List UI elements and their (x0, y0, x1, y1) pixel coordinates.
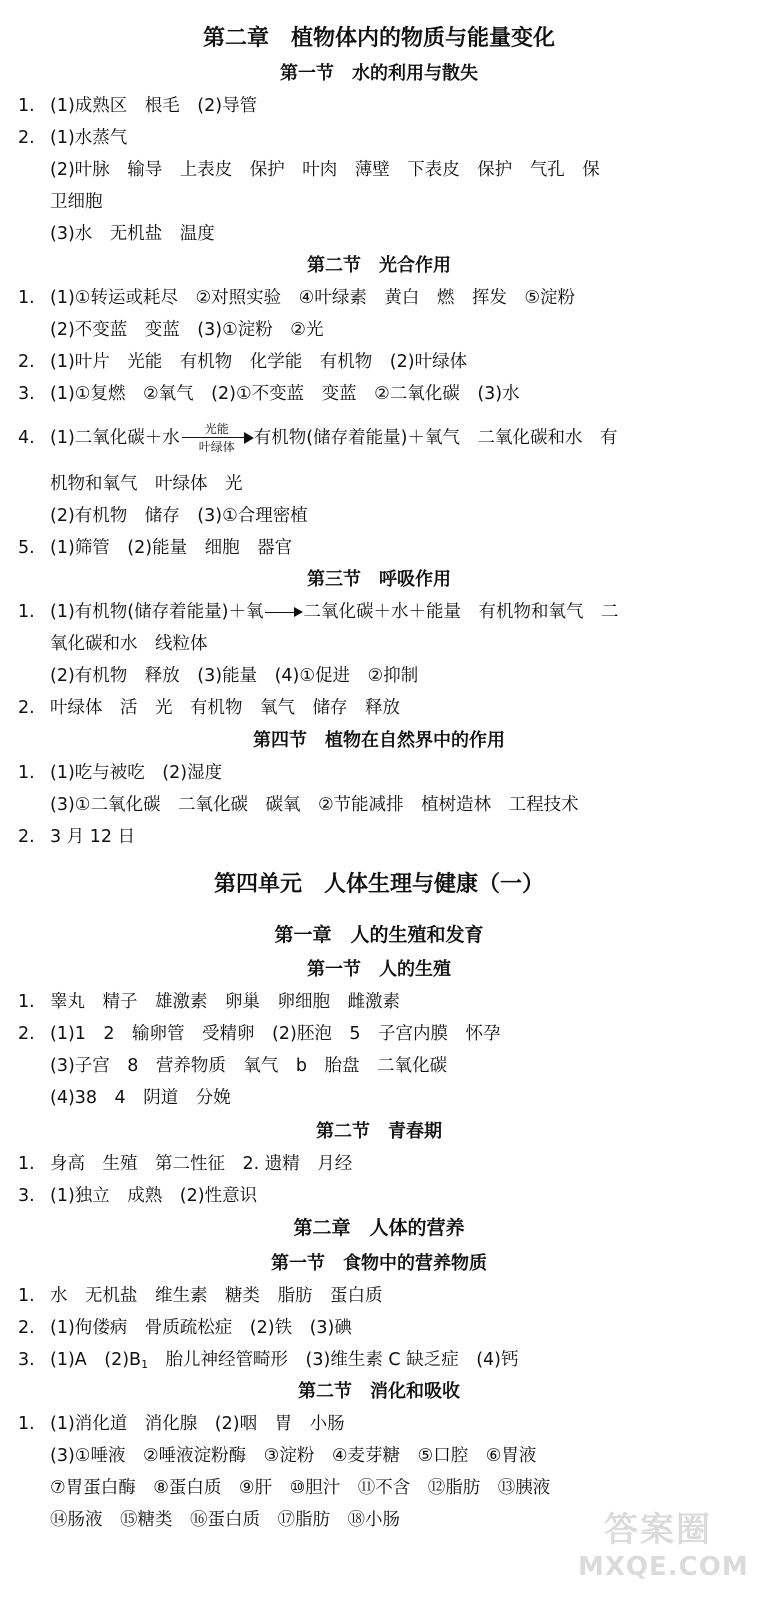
answer-line (18, 94, 257, 118)
answer-line (18, 825, 135, 849)
answer-line (18, 126, 127, 150)
watermark-text: 答案圈 (604, 1510, 712, 1550)
answer-line: 机物和氧气 叶绿体 光 (50, 474, 243, 494)
watermark-url: MXQE.COM (578, 1552, 749, 1582)
item-number: 1. (18, 763, 35, 783)
chapter-title: 第二章 人体的营养 (293, 1217, 465, 1239)
equation-right: 有机物(储存着能量)＋氧气 二氧化碳和水 有 (253, 428, 618, 448)
section-title: 第一节 水的利用与散失 (280, 63, 478, 84)
answer-text: (1)独立 成熟 (2)性意识 (50, 1186, 258, 1206)
answer-text: (1)佝偻病 骨质疏松症 (2)铁 (3)碘 (50, 1318, 352, 1338)
answer-text: (1)①复燃 ②氧气 (2)①不变蓝 变蓝 ②二氧化碳 (3)水 (50, 384, 520, 404)
section-title: 第三节 呼吸作用 (307, 569, 451, 590)
answer-line: (4)38 4 阴道 分娩 (50, 1088, 231, 1108)
section-title: 第一节 人的生殖 (307, 959, 451, 980)
item-number: 1. (18, 1154, 35, 1174)
item-number: 2. (18, 1318, 35, 1338)
answer-line (18, 1348, 518, 1377)
answer-text: 睾丸 精子 雄激素 卵巢 卵细胞 雌激素 (50, 992, 400, 1012)
answer-line: ⑦胃蛋白酶 ⑧蛋白质 ⑨肝 ⑩胆汁 ⑪不含 ⑫脂肪 ⑬胰液 (50, 1478, 551, 1498)
answer-line (18, 350, 467, 374)
answer-text: (1)1 2 输卵管 受精卵 (2)胚泡 5 子宫内膜 怀孕 (50, 1024, 501, 1044)
answer-line: (2)不变蓝 变蓝 (3)①淀粉 ②光 (50, 320, 324, 340)
equation-right: 二氧化碳＋水＋能量 有机物和氧气 二 (303, 602, 619, 622)
item-number: 3. (18, 384, 35, 404)
answer-text: 身高 生殖 第二性征 2. 遗精 月经 (50, 1154, 353, 1174)
item-number: 5. (18, 538, 35, 558)
item-number: 3. (18, 1350, 35, 1370)
answer-line (18, 990, 400, 1014)
section-title: 第二节 光合作用 (307, 255, 451, 276)
answer-line: (3)水 无机盐 温度 (50, 224, 215, 244)
answer-line (18, 1284, 383, 1308)
answer-line: (2)有机物 储存 (3)①合理密植 (50, 506, 308, 526)
unit-title: 第四单元 人体生理与健康（一） (213, 872, 544, 897)
section-title: 第二节 青春期 (316, 1121, 442, 1142)
answer-line: 卫细胞 (50, 192, 103, 212)
item-number: 1. (18, 992, 35, 1012)
answer-line (18, 536, 292, 560)
section-title: 第一节 食物中的营养物质 (271, 1253, 487, 1274)
answer-line: (3)①二氧化碳 二氧化碳 碳氧 ②节能减排 植树造林 工程技术 (50, 795, 579, 815)
item-number: 2. (18, 1024, 35, 1044)
chapter-title: 第一章 人的生殖和发育 (274, 924, 484, 946)
answer-line (18, 1184, 257, 1208)
answer-line: ⑭肠液 ⑮糖类 ⑯蛋白质 ⑰脂肪 ⑱小肠 (50, 1510, 400, 1530)
item-number: 1. (18, 96, 35, 116)
answer-text: (1)消化道 消化腺 (2)咽 胃 小肠 (50, 1414, 345, 1434)
item-number: 2. (18, 827, 35, 847)
answer-text: 胎儿神经管畸形 (3)维生素 C 缺乏症 (4)钙 (148, 1350, 519, 1370)
subscript: 1 (141, 1358, 149, 1371)
answer-text: 水 无机盐 维生素 糖类 脂肪 蛋白质 (50, 1286, 383, 1306)
answer-line: (3)子宫 8 营养物质 氧气 b 胎盘 二氧化碳 (50, 1056, 448, 1076)
answer-line: (3)①唾液 ②唾液淀粉酶 ③淀粉 ④麦芽糖 ⑤口腔 ⑥胃液 (50, 1446, 537, 1466)
watermark-logo (578, 1502, 749, 1592)
item-number: 4. (18, 428, 35, 448)
item-number: 1. (18, 602, 35, 622)
item-number: 1. (18, 1414, 35, 1434)
item-number: 2. (18, 698, 35, 718)
answer-line (18, 1412, 345, 1436)
answer-line: 氧化碳和水 线粒体 (50, 634, 208, 654)
item-number: 1. (18, 288, 35, 308)
answer-line: (2)叶脉 输导 上表皮 保护 叶肉 薄壁 下表皮 保护 气孔 保 (50, 160, 600, 180)
chapter-title: 第二章 植物体内的物质与能量变化 (202, 26, 555, 51)
answer-line (18, 1152, 352, 1176)
answer-line (18, 382, 520, 406)
answer-line (18, 286, 575, 310)
arrow-condition-top: 光能 (204, 422, 229, 436)
item-number: 1. (18, 1286, 35, 1306)
equation-left: (1)二氧化碳＋水 (50, 428, 180, 448)
answer-line (18, 696, 400, 720)
section-title: 第四节 植物在自然界中的作用 (253, 730, 505, 751)
answer-text: (1)筛管 (2)能量 细胞 器官 (50, 538, 293, 558)
answer-line (18, 1316, 352, 1340)
reaction-arrow (180, 422, 254, 454)
answer-text: (1)叶片 光能 有机物 化学能 有机物 (2)叶绿体 (50, 352, 468, 372)
item-number: 2. (18, 352, 35, 372)
arrow-condition-bottom: 叶绿体 (198, 440, 235, 454)
equation-left: (1)有机物(储存着能量)＋氧 (50, 602, 264, 622)
equation-line (18, 600, 618, 624)
answer-line (18, 761, 222, 785)
answer-text: (1)A (2)B (50, 1350, 142, 1370)
answer-text: (1)吃与被吃 (2)湿度 (50, 763, 223, 783)
reaction-arrow (263, 600, 303, 624)
section-title: 第二节 消化和吸收 (298, 1381, 460, 1402)
answer-line: (2)有机物 释放 (3)能量 (4)①促进 ②抑制 (50, 666, 419, 686)
answer-text: (1)水蒸气 (50, 128, 128, 148)
answer-text: 叶绿体 活 光 有机物 氧气 储存 释放 (50, 698, 400, 718)
item-number: 3. (18, 1186, 35, 1206)
equation-line (18, 422, 618, 454)
answer-text: (1)①转运或耗尽 ②对照实验 ④叶绿素 黄白 燃 挥发 ⑤淀粉 (50, 288, 576, 308)
answer-line (18, 1022, 500, 1046)
answer-text: (1)成熟区 根毛 (2)导管 (50, 96, 258, 116)
answer-text: 3 月 12 日 (50, 827, 136, 847)
item-number: 2. (18, 128, 35, 148)
